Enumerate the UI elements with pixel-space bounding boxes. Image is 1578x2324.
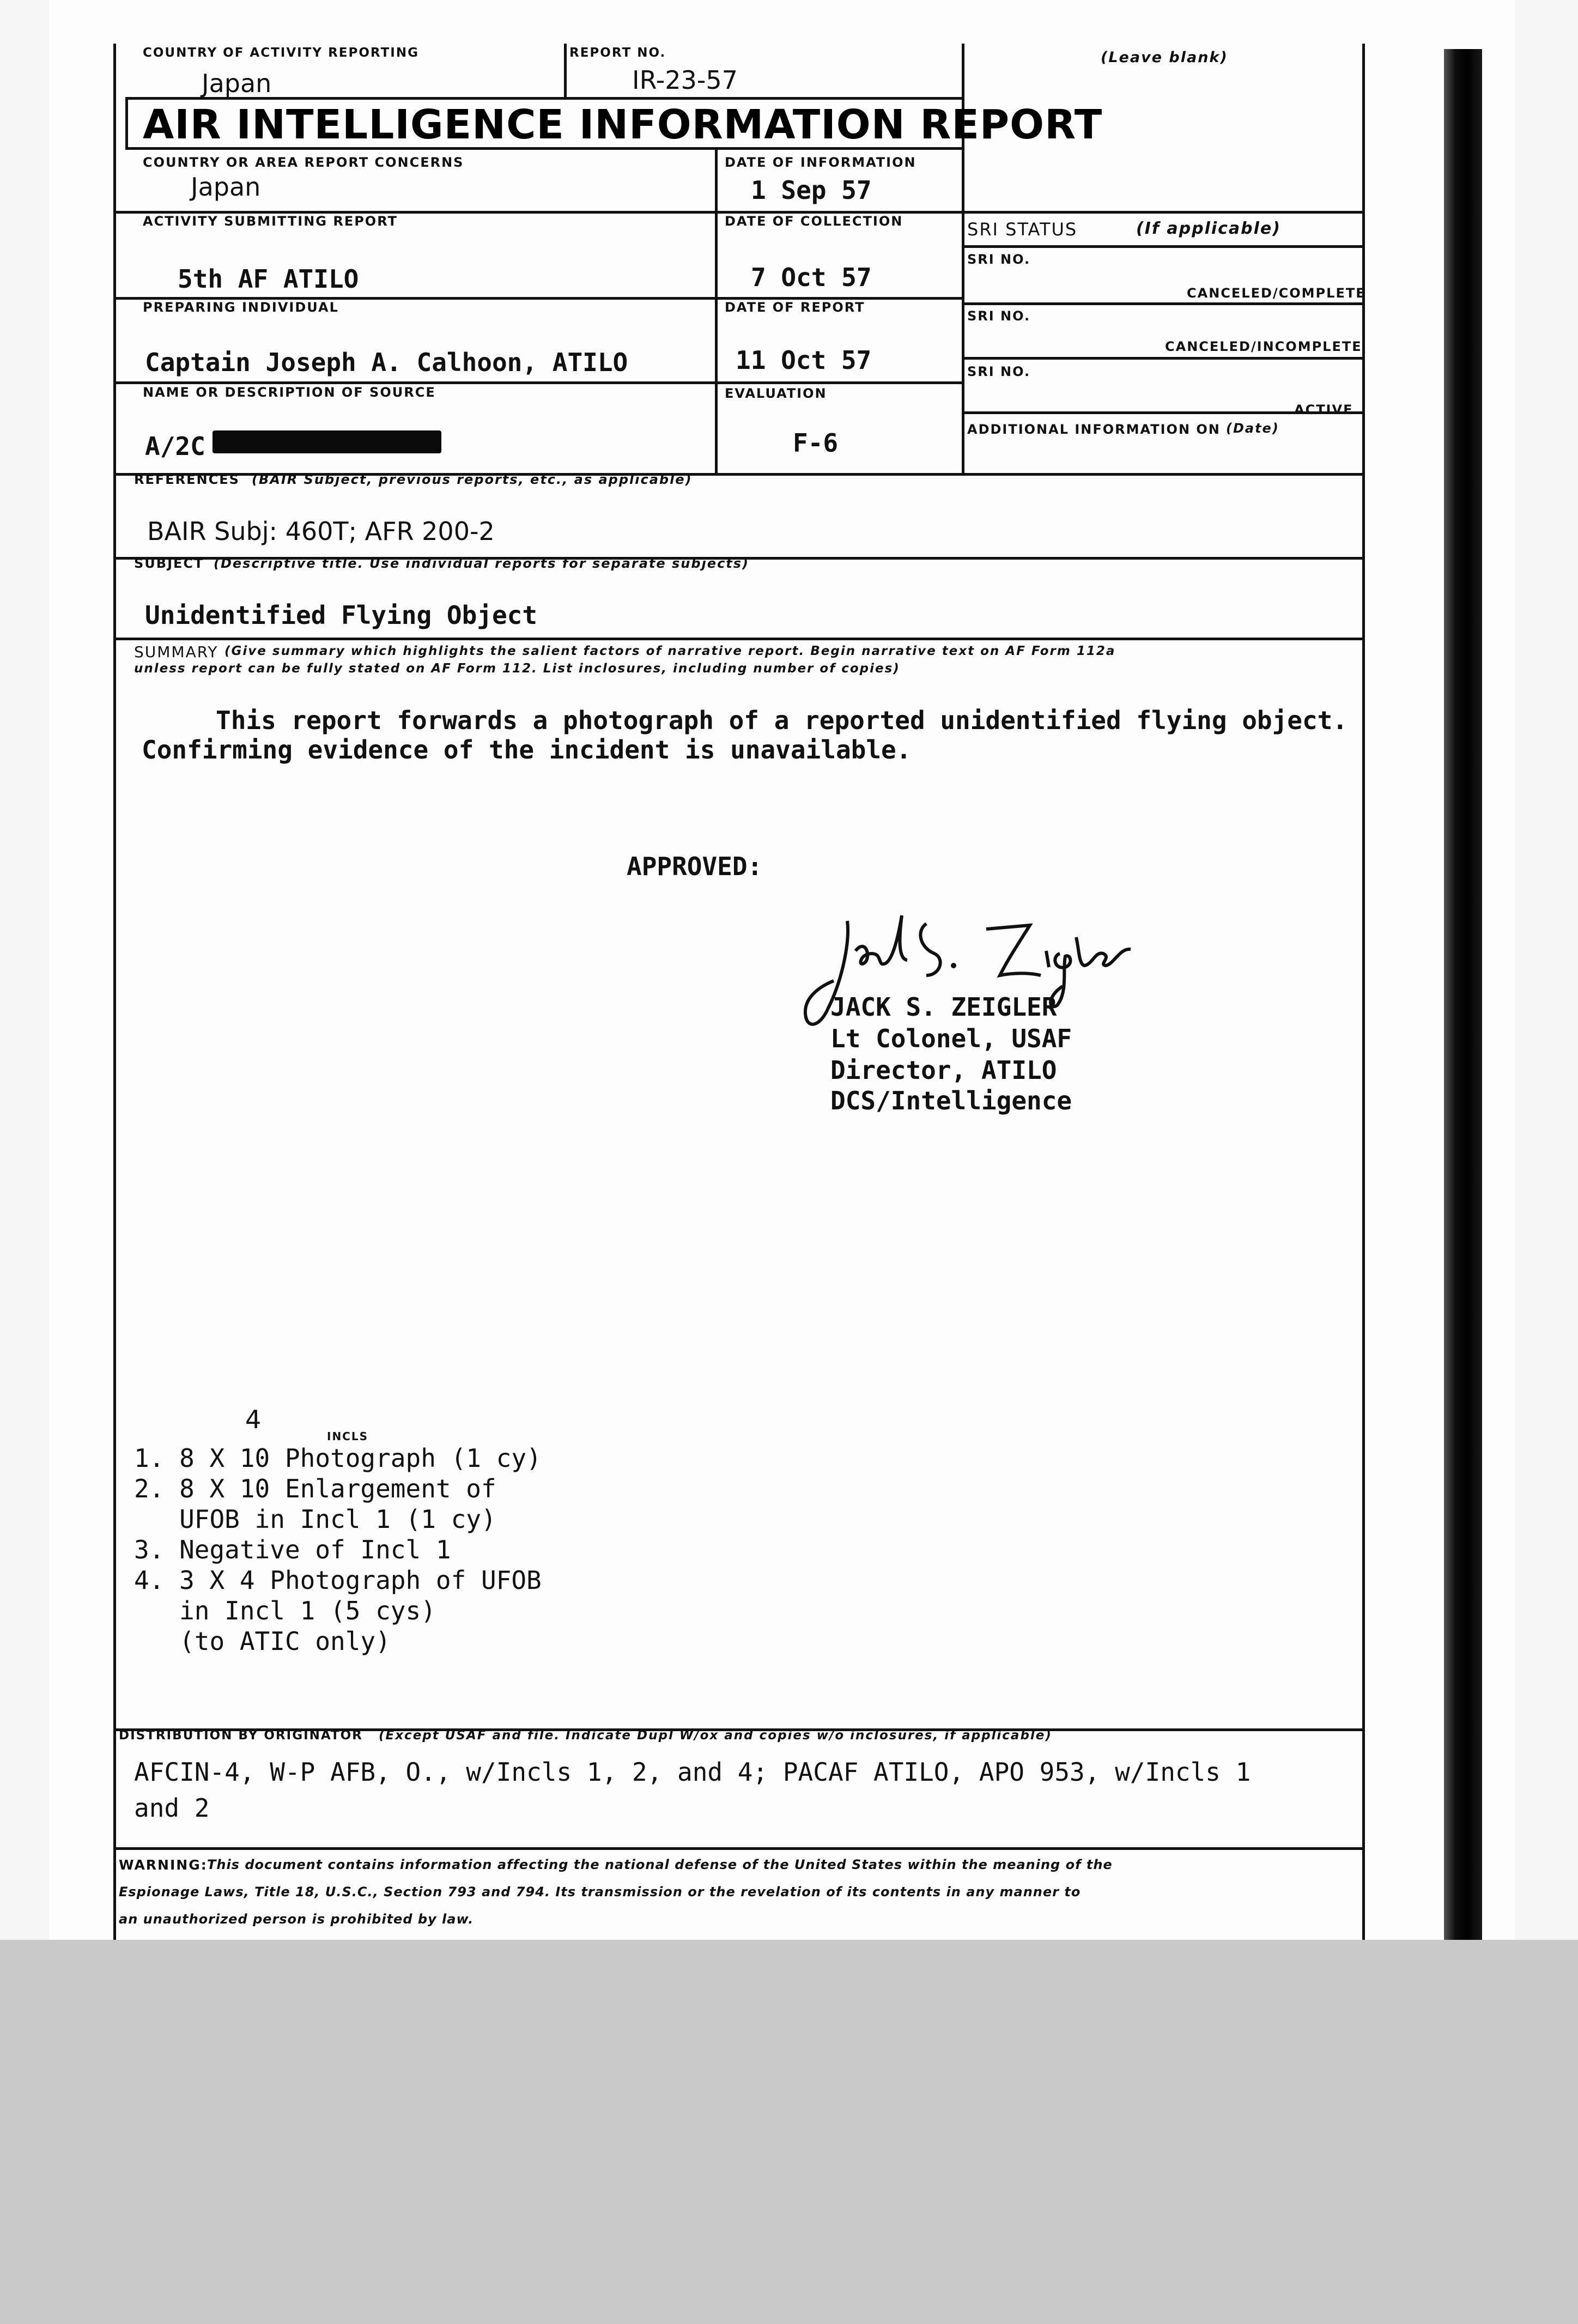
date-info-value: 1 Sep 57 (751, 175, 872, 205)
country-activity-value: Japan (202, 69, 272, 98)
activity-value: 5th AF ATILO (178, 264, 359, 294)
subject-note: (Descriptive title. Use individual reports for separate subjects) (214, 556, 750, 571)
summary-note-1: (Give summary which highlights the salient factors of narrative report. Begin narrative text on AF Form 112a (224, 644, 1116, 658)
form-left-border (113, 44, 116, 1940)
country-concerns-value: Japan (191, 172, 261, 202)
additional-info-date: (Date) (1226, 421, 1279, 436)
date-report-value: 11 Oct 57 (736, 345, 872, 375)
form-right-border (1362, 44, 1365, 1940)
distribution-line-1: AFCIN-4, W-P AFB, O., w/Incls 1, 2, and 4; PACAF ATILO, APO 953, w/Incls 1 (134, 1757, 1251, 1787)
evaluation-label: EVALUATION (725, 386, 827, 401)
country-concerns-label: COUNTRY OR AREA REPORT CONCERNS (143, 155, 464, 170)
inclosure-item: 2. 8 X 10 Enlargement of (134, 1474, 496, 1503)
sri-status-label: SRI STATUS (967, 219, 1078, 240)
report-no-value: IR-23-57 (632, 65, 738, 95)
inclosure-item: (to ATIC only) (134, 1627, 391, 1656)
preparing-value: Captain Joseph A. Calhoon, ATILO (145, 348, 628, 377)
divider (113, 638, 1365, 640)
page-shadow-edge (1444, 49, 1482, 1940)
sri-no-3: SRI NO. (967, 364, 1031, 379)
divider (962, 245, 1365, 248)
date-collection-label: DATE OF COLLECTION (725, 214, 903, 229)
date-collection-value: 7 Oct 57 (751, 263, 872, 292)
references-note: (BAIR Subject, previous reports, etc., as applicable) (252, 472, 693, 487)
active-label: ACTIVE (1294, 402, 1354, 417)
warning-line-2: Espionage Laws, Title 18, U.S.C., Section 793 and 794. Its transmission or the revelation of its contents in any manner to (119, 1884, 1081, 1900)
inclosure-item: 1. 8 X 10 Photograph (1 cy) (134, 1443, 542, 1473)
evaluation-value: F-6 (793, 428, 839, 458)
report-title: AIR INTELLIGENCE INFORMATION REPORT (143, 101, 1103, 148)
sri-status-note: (If applicable) (1136, 219, 1281, 238)
summary-line-1: This report forwards a photograph of a reported unidentified flying object. (216, 706, 1348, 735)
additional-info-label: ADDITIONAL INFORMATION ON (967, 422, 1221, 437)
signatory-org: DCS/Intelligence (830, 1086, 1072, 1115)
subject-label: SUBJECT (134, 556, 204, 571)
inclosure-item: in Incl 1 (5 cys) (134, 1596, 436, 1625)
distribution-note: (Except USAF and file. Indicate Dupl W/ox and copies w/o inclosures, if applicable) (379, 1728, 1052, 1743)
source-label: NAME OR DESCRIPTION OF SOURCE (143, 385, 436, 400)
date-report-label: DATE OF REPORT (725, 300, 865, 315)
sri-no-1: SRI NO. (967, 252, 1031, 267)
signatory-rank: Lt Colonel, USAF (830, 1024, 1072, 1053)
canceled-incomplete: CANCELED/INCOMPLETE (1165, 339, 1362, 354)
divider (962, 357, 1365, 360)
distribution-line-2: and 2 (134, 1793, 210, 1823)
divider (564, 44, 567, 98)
source-value: A/2C (145, 432, 205, 461)
divider (715, 147, 718, 474)
signatory-position: Director, ATILO (830, 1055, 1057, 1085)
inclosure-count: 4 (245, 1405, 262, 1434)
warning-label: WARNING: (119, 1857, 208, 1873)
summary-note-2: unless report can be fully stated on AF Form 112. List inclosures, including number of copies) (134, 662, 900, 676)
leave-blank-note: (Leave blank) (1101, 49, 1228, 66)
scan-margin (0, 1940, 1578, 2324)
inclosure-item: 3. Negative of Incl 1 (134, 1535, 451, 1564)
subject-value: Unidentified Flying Object (145, 600, 538, 630)
distribution-label: DISTRIBUTION BY ORIGINATOR (119, 1728, 363, 1743)
country-activity-label: COUNTRY OF ACTIVITY REPORTING (143, 46, 419, 60)
divider (962, 302, 1365, 305)
preparing-label: PREPARING INDIVIDUAL (143, 300, 339, 315)
canceled-complete: CANCELED/COMPLETE (1187, 286, 1366, 301)
references-value: BAIR Subj: 460T; AFR 200-2 (147, 517, 495, 546)
inclosure-item: 4. 3 X 4 Photograph of UFOB (134, 1565, 542, 1595)
references-label: REFERENCES (134, 472, 240, 487)
inclosure-label: INCLS (327, 1430, 369, 1443)
approved-label: APPROVED: (627, 852, 763, 881)
summary-label: SUMMARY (134, 643, 219, 661)
warning-line-3: an unauthorized person is prohibited by law. (119, 1912, 474, 1927)
warning-line-1: This document contains information affecting the national defense of the United States within the meaning of the (207, 1857, 1113, 1872)
report-no-label: REPORT NO. (569, 46, 666, 60)
signatory-name: JACK S. ZEIGLER (830, 992, 1057, 1022)
summary-line-2: Confirming evidence of the incident is unavailable. (142, 735, 912, 764)
divider (113, 1847, 1365, 1850)
divider (962, 211, 1365, 214)
date-info-label: DATE OF INFORMATION (725, 155, 917, 170)
sri-no-2: SRI NO. (967, 308, 1031, 324)
divider (113, 381, 963, 384)
activity-label: ACTIVITY SUBMITTING REPORT (143, 214, 398, 229)
inclosure-item: UFOB in Incl 1 (1 cy) (134, 1504, 496, 1534)
redaction-bar (213, 430, 441, 453)
divider (125, 97, 128, 150)
